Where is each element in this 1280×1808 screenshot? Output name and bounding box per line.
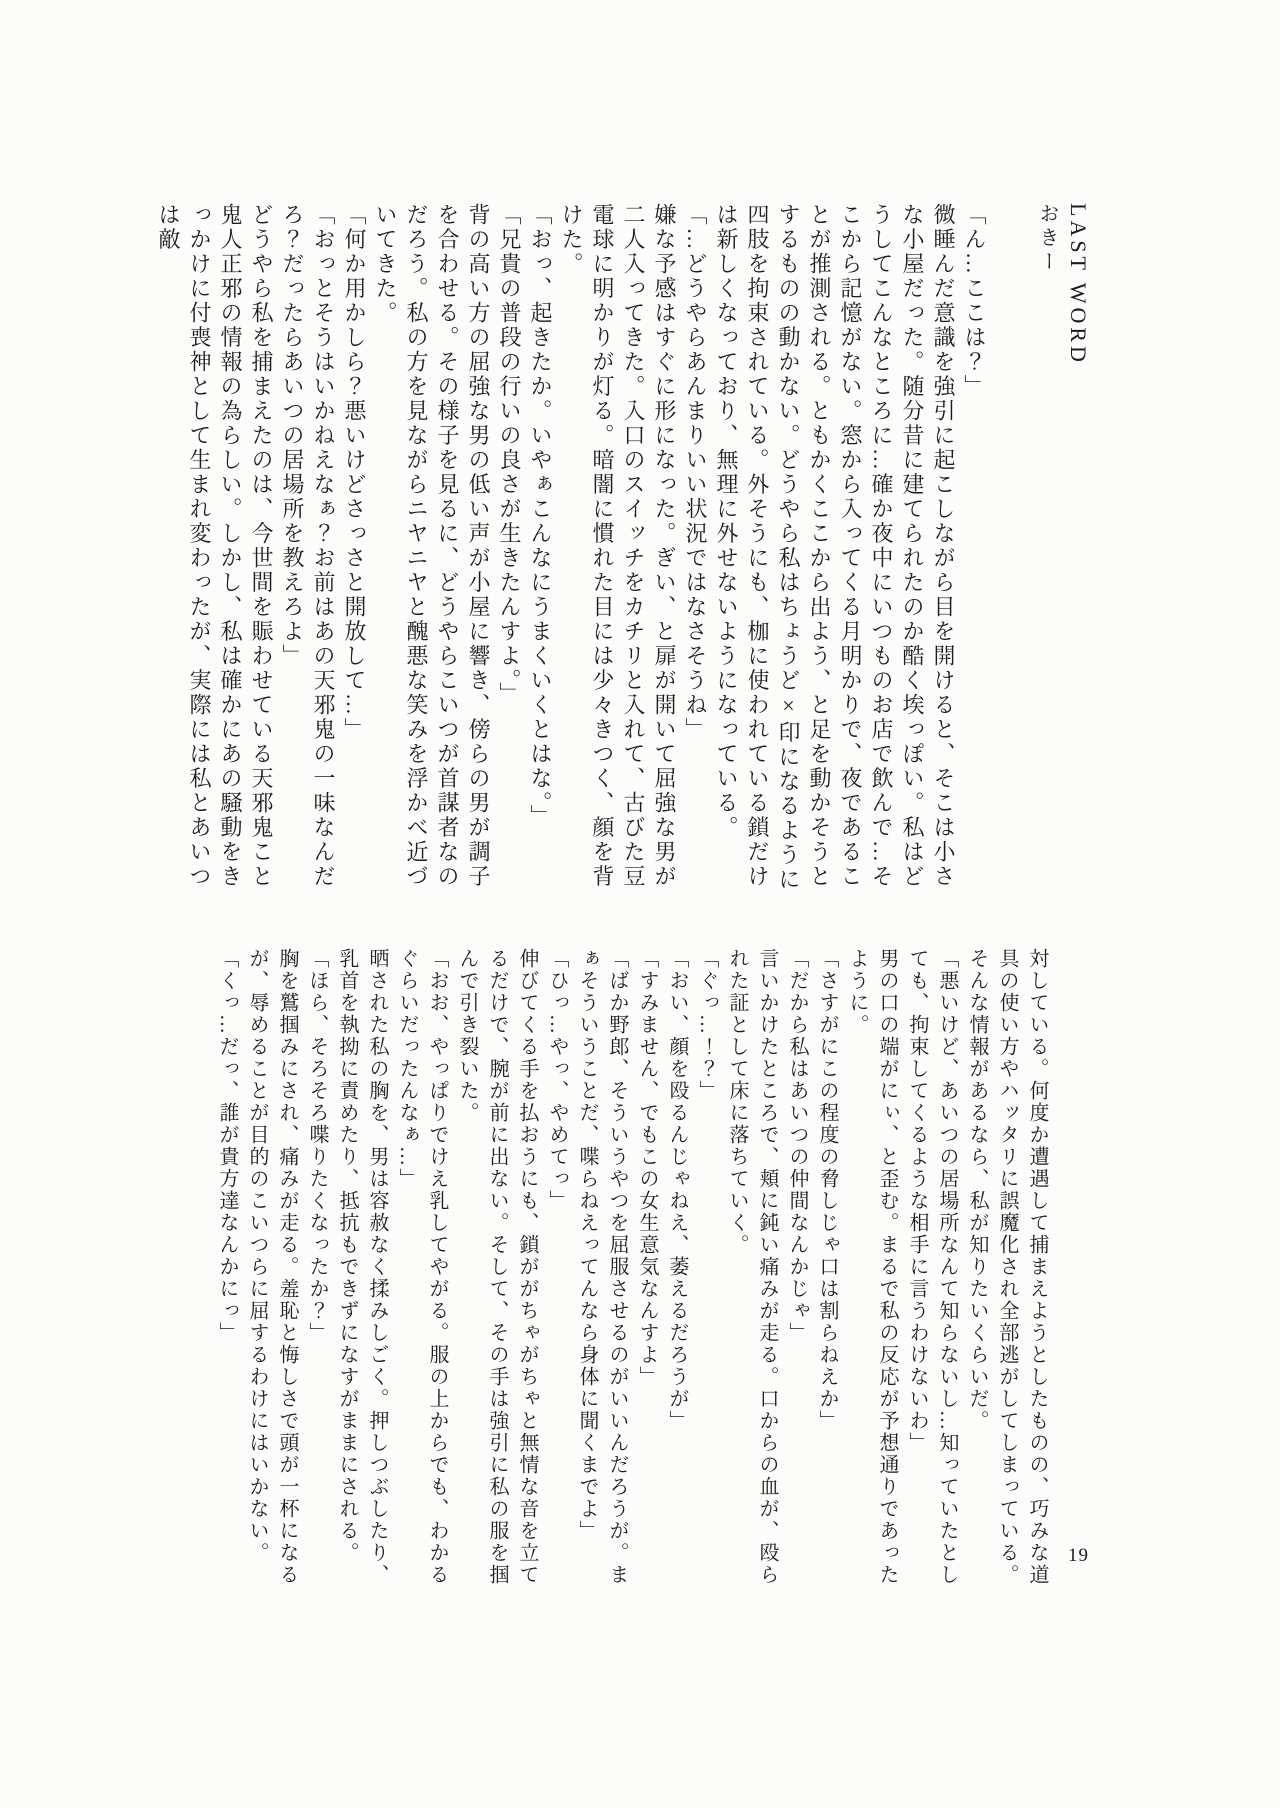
- paragraph: 「だから私はあいつの仲間なんかじゃ」: [786, 948, 808, 1344]
- paragraph: 伸びてくる手を払おうにも、鎖ががちゃがちゃと無情な音を立てるだけで、腕が前に出ない。そして、その手は強引に私の服を掴んで引き裂いた。: [456, 948, 538, 1586]
- paragraph: 男の口の端がにぃ、と歪む。まるで私の反応が予想通りであったように。: [846, 948, 898, 1586]
- paragraph: 晒された私の胸を、男は容赦なく揉みしごく。押しつぶしたり、乳首を執拗に責めたり、抵抗もできずになすがままにされる。: [336, 948, 388, 1586]
- paragraph: 「すみません、でもこの女生意気なんすよ」: [636, 948, 658, 1388]
- paragraph: 「ぐっ…！？」: [696, 948, 718, 1102]
- paragraph: 「悪いけど、あいつの居場所なんて知らないし…知っていたとしても、拘束してくるような相手に言うわけないわ」: [906, 948, 958, 1586]
- title-block: [1018, 203, 1094, 843]
- paragraph: 「おお、やっぱりでけえ乳してやがる。服の上からでも、わかるぐらいだったんなぁ…」: [396, 948, 448, 1586]
- paragraph: 「ほら、そろそろ喋りたくなったか？」: [306, 948, 328, 1344]
- upper-text-block: [156, 203, 990, 895]
- paragraph: 「おい、顔を殴るんじゃねえ、萎えるだろうが」: [666, 948, 688, 1432]
- paragraph: 胸を鷲掴みにされ、痛みが走る。羞恥と悔しさで頭が一杯になるが、辱めることが目的のこいつらに屈するわけにはいかない。: [246, 948, 298, 1586]
- paragraph: 「くっ…だっ、誰が貴方達なんかにっ」: [216, 948, 238, 1344]
- paragraph: 「兄貴の普段の行いの良さが生きたんすよ。」: [497, 203, 522, 707]
- lower-text-block: [207, 948, 1052, 1590]
- page-number: 19: [1068, 1545, 1089, 1566]
- paragraph: 「さすがにこの程度の脅しじゃ口は割らねえか」: [816, 948, 838, 1432]
- paragraph: 言いかけたところで、頬に鈍い痛みが走る。口からの血が、殴られた証として床に落ちていく。: [726, 948, 778, 1586]
- paragraph: 微睡んだ意識を強引に起こしながら目を開けると、そこは小さな小屋だった。随分昔に建てられたのか酷く埃っぽい。私はどうしてこんなところに…確か夜中にいつものお店で飲んで…そこから記憶がない。窓から入ってくる月明かりで、夜であることが推測される。ともかくここから出よう、と足を動かそうとするものの動かない。どうやら私はちょうど×印になるように四肢を拘束されている。外そうにも、枷に使われている鎖だけは新しくなっており、無理に外せないようになっている。: [714, 203, 956, 892]
- paragraph: 「おっ、起きたか。いやぁこんなにうまくいくとはな。」: [528, 203, 553, 829]
- paragraph: どうやら私を捕まえたのは、今世間を賑わせている天邪鬼こと鬼人正邪の情報の為らしい。しかし、私は確かにあの騒動をきっかけに付喪神として生まれ変わったが、実際には私とあいつは敵: [156, 203, 274, 889]
- paragraph: 背の高い方の屈強な男の低い声が小屋に響き、傍らの男が調子を合わせる。その様子を見るに、どうやらこいつが首謀者なのだろう。私の方を見ながらニヤニヤと醜悪な笑みを浮かべ近づいてきた。: [373, 203, 491, 889]
- paragraph: 「ん…ここは？」: [962, 203, 987, 399]
- author-name: おきー: [1036, 203, 1058, 275]
- paragraph: 「ばか野郎、そういうやつを屈服させるのがいいんだろうが。まぁそういうことだ、喋らねえってんなら身体に聞くまでよ」: [576, 948, 628, 1586]
- paragraph: 「何か用かしら？悪いけどさっさと開放して…」: [342, 203, 367, 742]
- paragraph: 「…どうやらあんまりいい状況ではなさそうね」: [683, 203, 708, 742]
- paragraph: 対している。何度か遭遇して捕まえようとしたものの、巧みな道具の使い方やハッタリに誤魔化され全部逃がしてしまっている。そんな情報があるなら、私が知りたいくらいだ。: [966, 948, 1048, 1586]
- paragraph: 嫌な予感はすぐに形になった。ぎい、と扉が開いて屈強な男が二人入ってきた。入口のスイッチをカチリと入れて、古びた豆電球に明かりが灯る。暗闇に慣れた目には少々きつく、顔を背けた。: [559, 203, 677, 889]
- paragraph: 「おっとそうはいかねえなぁ？お前はあの天邪鬼の一味なんだろ？だったらあいつの居場所を教えろよ」: [280, 203, 336, 889]
- page-title: LAST WORD: [1066, 203, 1091, 366]
- paragraph: 「ひっ…やっ、やめてっ」: [546, 948, 568, 1212]
